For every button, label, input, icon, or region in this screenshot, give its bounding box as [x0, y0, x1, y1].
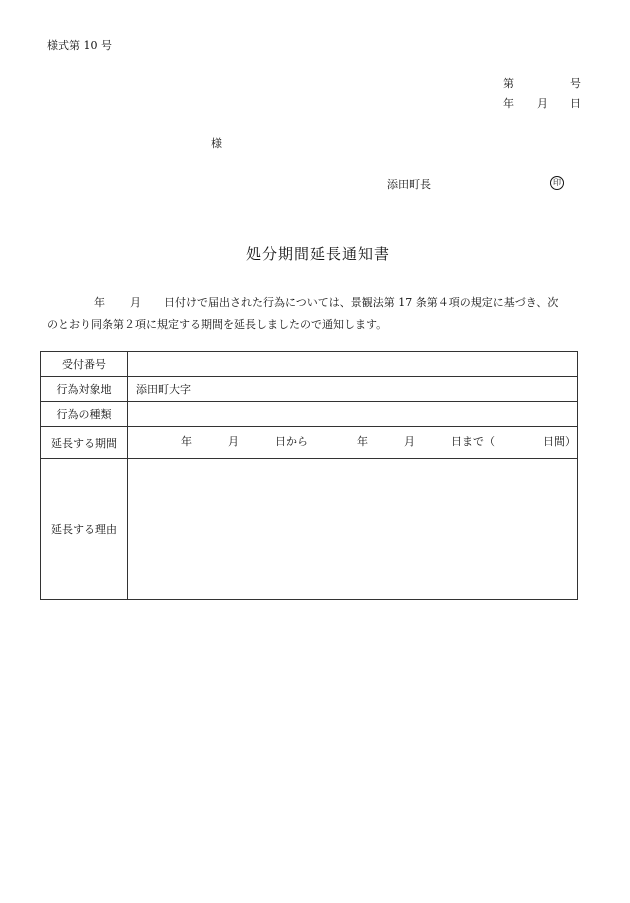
row-label-target-site: 行為対象地 — [41, 377, 128, 402]
receipt-number-field[interactable] — [128, 352, 578, 377]
table-row — [41, 459, 578, 600]
period-to-day: 日まで（ — [451, 435, 495, 448]
period-to-month: 月 — [404, 435, 415, 448]
date-year: 年 — [503, 97, 514, 110]
body-year: 年 — [94, 296, 105, 309]
row-label-action-type: 行為の種類 — [41, 402, 128, 427]
extension-period-field[interactable] — [128, 427, 578, 459]
period-to-year: 年 — [357, 435, 368, 448]
page-title: 処分期間延長通知書 — [246, 245, 391, 263]
body-line1: 日付けで届出された行為については、景観法第 17 条第４項の規定に基づき、次 — [164, 296, 559, 309]
period-from-day: 日から — [275, 435, 308, 448]
body-line2: のとおり同条第２項に規定する期間を延長しましたので通知します。 — [47, 318, 388, 331]
form-table — [40, 351, 578, 600]
row-label-receipt-number: 受付番号 — [41, 352, 128, 377]
date-month: 月 — [537, 97, 548, 110]
seal-mark — [550, 175, 564, 190]
target-site-field[interactable]: 添田町大字 — [128, 377, 578, 402]
body-paragraph — [47, 292, 587, 336]
row-label-extension-period: 延長する期間 — [41, 427, 128, 459]
action-type-field[interactable] — [128, 402, 578, 427]
date-day: 日 — [570, 97, 581, 110]
period-from-month: 月 — [228, 435, 239, 448]
table-row — [41, 427, 578, 459]
seal-icon: 印 — [550, 176, 564, 190]
extension-reason-field[interactable] — [128, 459, 578, 600]
body-month: 月 — [130, 296, 141, 309]
row-label-extension-reason: 延長する理由 — [41, 459, 128, 600]
table-row — [41, 352, 578, 377]
period-days: 日間） — [543, 435, 576, 448]
table-row — [41, 377, 578, 402]
doc-number-go: 号 — [570, 77, 581, 90]
sender-title: 添田町長 — [387, 178, 431, 191]
doc-number-dai: 第 — [503, 77, 514, 90]
table-row — [41, 402, 578, 427]
form-number: 様式第 10 号 — [47, 39, 112, 52]
period-from-year: 年 — [181, 435, 192, 448]
addressee-suffix: 様 — [211, 137, 222, 150]
